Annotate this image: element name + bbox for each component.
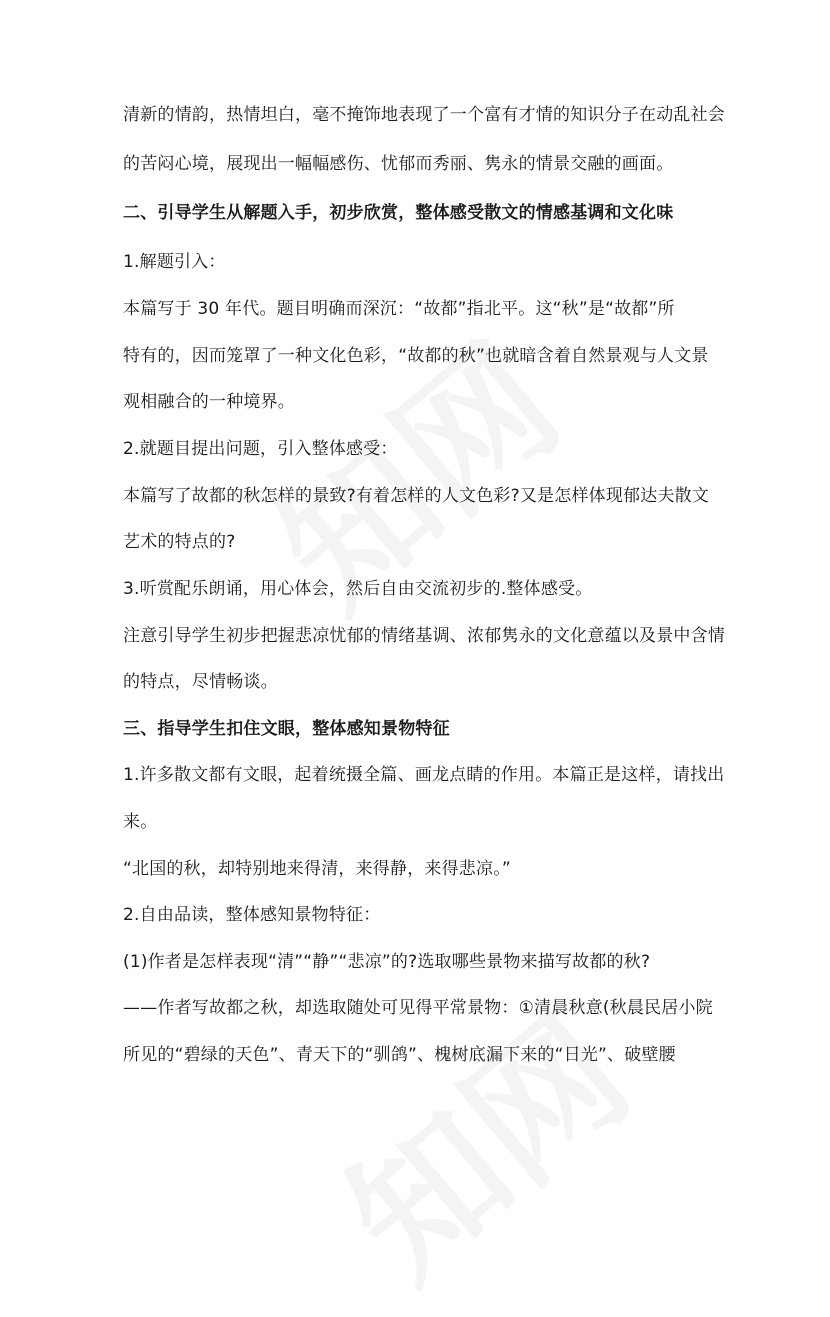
paragraph-line: ——作者写故都之秋，却选取随处可见得平常景物：①清晨秋意(秋晨民居小院 <box>123 998 713 1018</box>
paragraph-line: 艺术的特点的? <box>123 532 236 552</box>
paragraph-line: (1)作者是怎样表现“清”“静”“悲凉”的?选取哪些景物来描写故都的秋? <box>123 952 651 972</box>
paragraph-line: 观相融合的一种境界。 <box>123 392 295 412</box>
paragraph-line: 特有的，因而笼罩了一种文化色彩，“故都的秋”也就暗含着自然景观与人文景 <box>123 346 709 366</box>
paragraph-line: 所见的“碧绿的天色”、青天下的“驯鸽”、槐树底漏下来的“日光”、破壁腰 <box>123 1045 676 1065</box>
paragraph-line: 1.解题引入： <box>123 252 226 272</box>
paragraph-line: 清新的情韵，热情坦白，毫不掩饰地表现了一个富有才情的知识分子在动乱社会 <box>123 105 725 125</box>
paragraph-line: 2.自由品读，整体感知景物特征： <box>123 905 381 925</box>
section-heading: 二、引导学生从解题入手，初步欣赏，整体感受散文的情感基调和文化味 <box>123 203 674 223</box>
paragraph-line: 的苦闷心境，展现出一幅幅感伤、忧郁而秀丽、隽永的情景交融的画面。 <box>123 154 674 174</box>
paragraph-line: 2.就题目提出问题，引入整体感受： <box>123 439 398 459</box>
paragraph-line: 3.听赏配乐朗诵，用心体会，然后自由交流初步的.整体感受。 <box>123 579 593 599</box>
paragraph-line: 1.许多散文都有文眼，起着统摄全篇、画龙点睛的作用。本篇正是这样，请找出 <box>123 765 725 785</box>
paragraph-line: 注意引导学生初步把握悲凉忧郁的情绪基调、浓郁隽永的文化意蕴以及景中含情 <box>123 626 725 646</box>
paragraph-line: 的特点，尽情畅谈。 <box>123 672 278 692</box>
paragraph-line: 本篇写于 30 年代。题目明确而深沉：“故都”指北平。这“秋”是“故都”所 <box>123 299 675 319</box>
quoted-line: “北国的秋，却特别地来得清，来得静，来得悲凉。” <box>123 859 511 879</box>
paragraph-line: 来。 <box>123 812 158 832</box>
section-heading: 三、指导学生扣住文眼，整体感知景物特征 <box>123 719 450 739</box>
paragraph-line: 本篇写了故都的秋怎样的景致?有着怎样的人文色彩?又是怎样体现郁达夫散文 <box>123 486 710 506</box>
